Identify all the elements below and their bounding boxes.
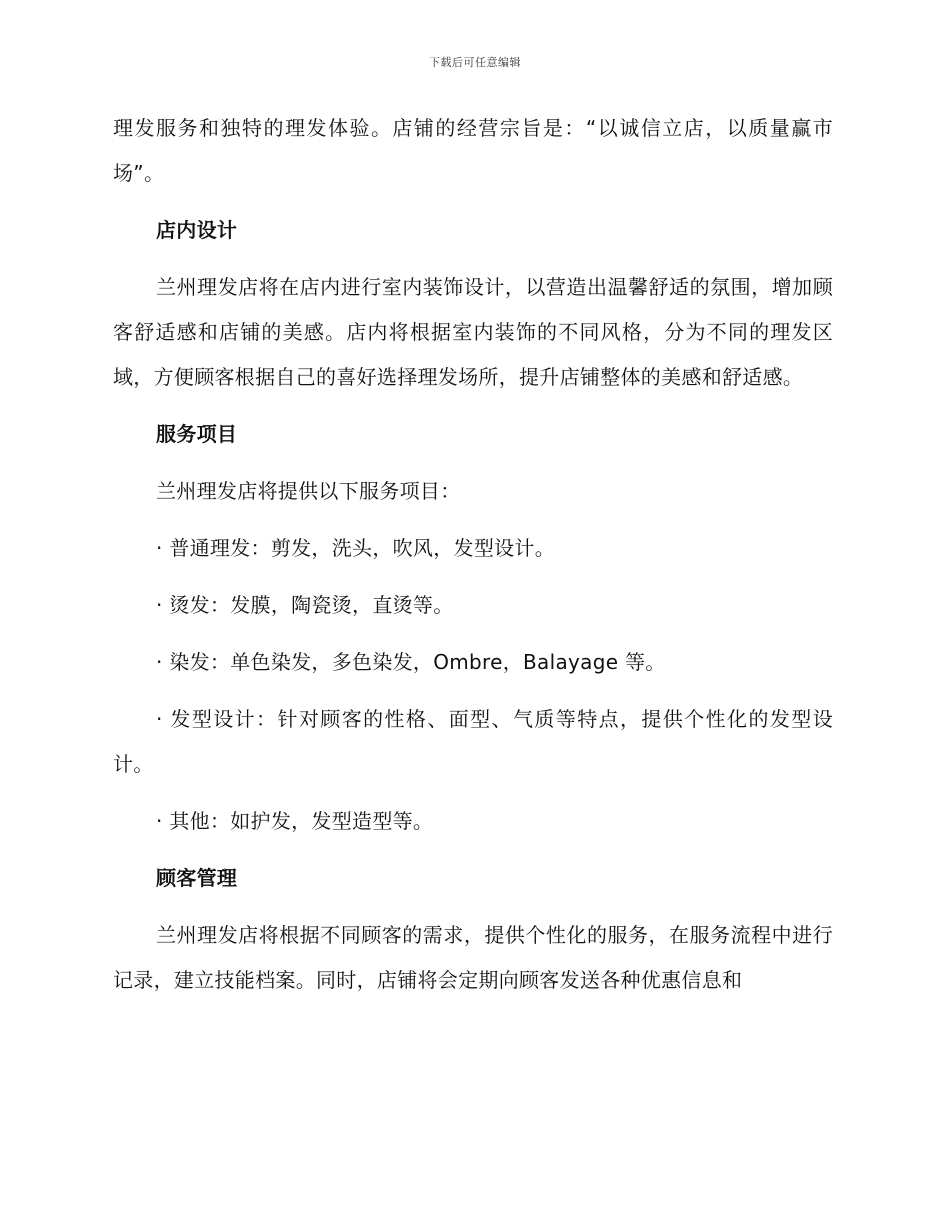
section-heading-design: 店内设计 bbox=[156, 218, 238, 242]
intro-paragraph: 理发服务和独特的理发体验。店铺的经营宗旨是：“以诚信立店，以质量赢市场”。 bbox=[113, 116, 833, 185]
service-item: · 普通理发：剪发，洗头，吹风，发型设计。 bbox=[156, 536, 556, 560]
service-item: · 染发：单色染发，多色染发，Ombre，Balayage 等。 bbox=[156, 650, 666, 674]
service-item: · 烫发：发膜，陶瓷烫，直烫等。 bbox=[156, 593, 454, 617]
service-item: · 发型设计：针对顾客的性格、面型、气质等特点，提供个性化的发型设计。 bbox=[113, 707, 833, 776]
service-item: · 其他：如护发，发型造型等。 bbox=[156, 809, 434, 833]
document-body bbox=[113, 106, 833, 1003]
section-heading-customer: 顾客管理 bbox=[156, 866, 238, 890]
customer-paragraph: 兰州理发店将根据不同顾客的需求，提供个性化的服务，在服务流程中进行记录，建立技能档案。同时，店铺将会定期向顾客发送各种优惠信息和 bbox=[113, 923, 833, 992]
services-intro: 兰州理发店将提供以下服务项目： bbox=[156, 479, 461, 503]
page-header: 下载后可任意编辑 bbox=[429, 56, 521, 69]
design-paragraph: 兰州理发店将在店内进行室内装饰设计，以营造出温馨舒适的氛围，增加顾客舒适感和店铺的美感。店内将根据室内装饰的不同风格，分为不同的理发区域，方便顾客根据自己的喜好选择理发场所，提升店铺整体的美感和舒适感。 bbox=[113, 275, 833, 389]
section-heading-services: 服务项目 bbox=[156, 422, 238, 446]
